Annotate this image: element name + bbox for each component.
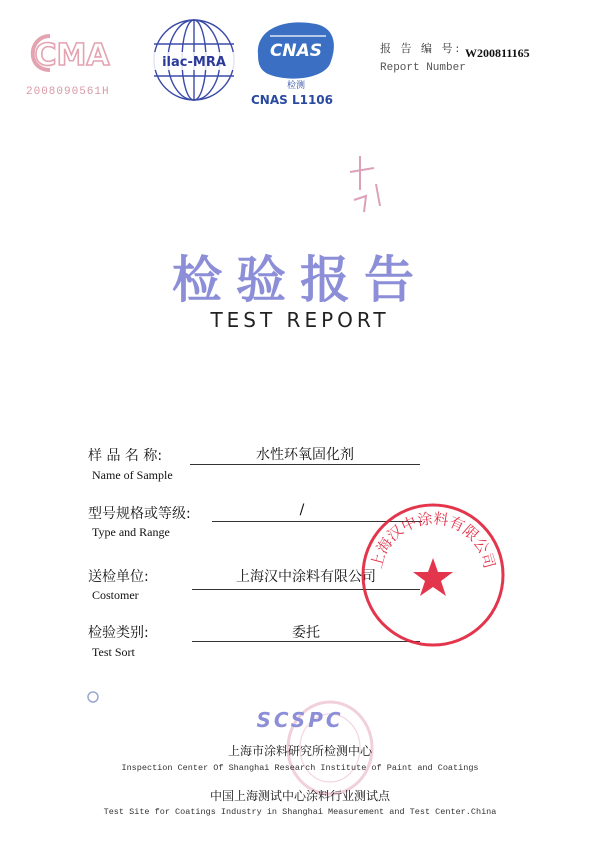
sample-name-underline bbox=[190, 464, 420, 465]
footer-line1-cn: 上海市涂料研究所检测中心 bbox=[227, 744, 372, 758]
type-range-label-en: Type and Range bbox=[92, 525, 170, 539]
cnas-logo bbox=[246, 14, 338, 110]
test-sort-value: 委托 bbox=[292, 625, 320, 641]
cma-logo bbox=[20, 28, 120, 78]
customer-label-cn: 送检单位: bbox=[88, 569, 149, 585]
report-number-label-cn: 报 告 编 号: bbox=[380, 42, 463, 55]
type-range-value: / bbox=[299, 502, 305, 518]
report-title-en: TEST REPORT bbox=[210, 308, 390, 332]
type-range-label-cn: 型号规格或等级: bbox=[88, 506, 191, 522]
customer-value: 上海汉中涂料有限公司 bbox=[236, 569, 376, 585]
sample-name-label-cn: 样 品 名 称: bbox=[88, 448, 163, 464]
sample-name-label-en: Name of Sample bbox=[92, 468, 173, 482]
cma-certificate-number: 2008090561H bbox=[26, 86, 110, 98]
ilac-mra-logo bbox=[148, 14, 240, 106]
company-seal-stamp bbox=[358, 500, 508, 650]
customer-label-en: Costomer bbox=[92, 588, 139, 602]
small-mark-icon bbox=[86, 690, 100, 704]
svg-text:ilac-MRA: ilac-MRA bbox=[162, 55, 226, 70]
svg-text:CMA: CMA bbox=[34, 38, 110, 73]
svg-text:上海汉中涂料有限公司: 上海汉中涂料有限公司 bbox=[367, 509, 499, 571]
footer-line2-en: Test Site for Coatings Industry in Shanghai Measurement and Test Center.China bbox=[103, 807, 497, 817]
svg-text:CNAS L1106: CNAS L1106 bbox=[250, 93, 334, 107]
test-sort-label-en: Test Sort bbox=[92, 645, 135, 659]
ink-mark bbox=[340, 150, 390, 220]
footer-line1-en: Inspection Center Of Shanghai Research Institute of Paint and Coatings bbox=[121, 763, 479, 773]
report-title-cn: 检验报告 bbox=[172, 251, 428, 309]
test-sort-label-cn: 检验类别: bbox=[88, 625, 149, 641]
report-number-label-en: Report Number bbox=[380, 62, 466, 74]
svg-text:检测: 检测 bbox=[286, 81, 306, 91]
scspc-logo-text: SCSPC bbox=[256, 708, 344, 732]
svg-text:CNAS: CNAS bbox=[269, 41, 323, 61]
report-number-value: W200811165 bbox=[465, 46, 530, 60]
footer-line2-cn: 中国上海测试中心涂料行业测试点 bbox=[209, 789, 390, 803]
sample-name-value: 水性环氧固化剂 bbox=[256, 447, 354, 463]
